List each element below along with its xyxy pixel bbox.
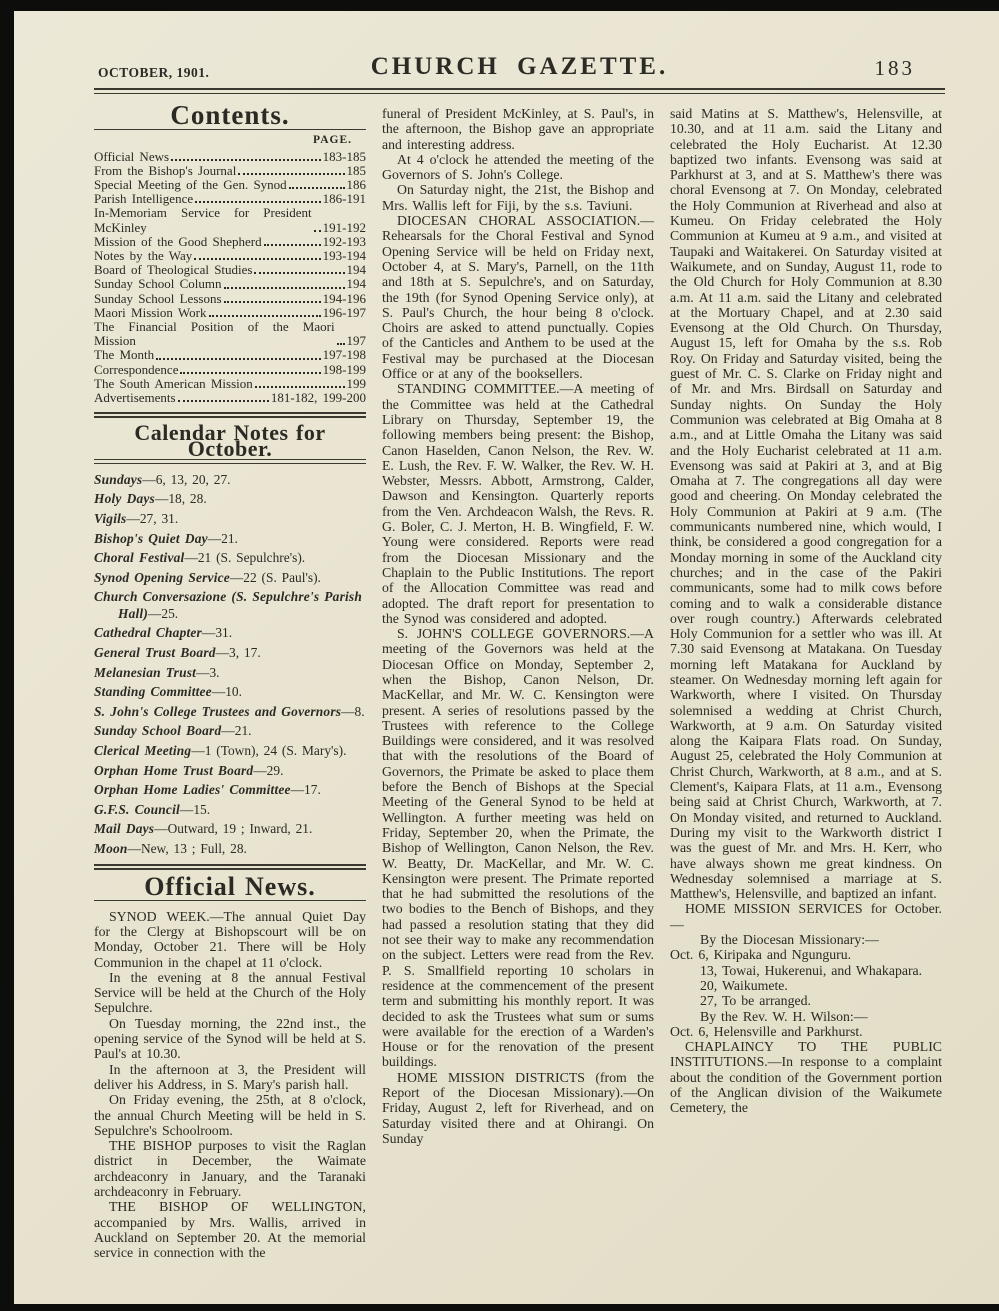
paragraph: By the Diocesan Missionary:— [700, 932, 879, 948]
dot-leader [171, 159, 321, 161]
calendar-entry [94, 743, 366, 759]
contents-entry-title: Notes by the Way [94, 248, 193, 264]
contents-entry [94, 363, 366, 377]
paragraph: At 4 o'clock he attended the meeting of the Governors of S. John's College. [382, 151, 654, 183]
section-divider [94, 864, 366, 870]
calendar-entry-label: Vigils [94, 511, 127, 527]
dot-leader [209, 315, 321, 317]
dot-leader [194, 258, 320, 260]
paragraph: SYNOD WEEK.—The annual Quiet Day for the Clergy at Bishopscourt will be on Monday, October 21. There will be Holy Communion in the chapel at 11 o'clock. [94, 908, 366, 970]
contents-entry-title: Advertisements [94, 390, 176, 406]
header-rule [94, 88, 945, 94]
contents-entry-page: 194-196 [322, 290, 366, 306]
calendar-entry-value: —21. [221, 723, 252, 739]
contents-entry-title: In-Memoriam Service for President McKinley [94, 205, 312, 235]
contents-entry [94, 192, 366, 206]
dot-leader [224, 301, 321, 303]
paragraph: By the Rev. W. H. Wilson:— [700, 1008, 868, 1024]
contents-entry-page: 194 [346, 276, 366, 292]
calendar-entry-value: —21. [207, 530, 238, 546]
calendar-entry [94, 665, 366, 681]
calendar-entry-label: Melanesian Trust [94, 664, 197, 680]
contents-entry [94, 249, 366, 263]
paragraph: THE BISHOP purposes to visit the Raglan district in December, the Waimate archdeaconry in January, and the Taranaki archdeaconry in February. [94, 1138, 366, 1199]
calendar-list [94, 470, 366, 858]
column-left [94, 100, 366, 1261]
contents-entry-page: 193-194 [322, 248, 366, 264]
paragraph: S. JOHN'S COLLEGE GOVERNORS.—A meeting of the Governors was held at the Diocesan Office on Monday, September 2, when the Bishop, Canon Nelson, Dr. MacKellar, and Mr. W. C. Kensington were present. A series of resolutions passed by the Trustees with reference to the College Buildings were considered, and it was resolved that with the resolutions of the Board of Governors, the Primate be asked to place them before the Bench of Bishops at the Special Meeting of the General Synod to be held at Wellington. A further meeting was held on Friday, September 20, when the Primate, the Bishop of Wellington, Canon Nelson, the Rev. W. Beatty, Dr. MacKellar, and Mr. W. C. Kensington were present. The Primate reported that he had submitted the resolutions of the two bodies to the Bench of Bishops, and they had passed a resolution stating that they did not see their way to make any recommendation on the subject. Letters were read from the Rev. P. S. Smallfield reporting 10 scholars in residence at the commencement of the present term and submitting his monthly report. It was decided to ask the Trustees what sum or sums were available for the erection of a Warden's House or for the renovation of the present buildings. [382, 626, 654, 1070]
contents-entry-page: 181-182, 199-200 [270, 390, 366, 406]
contents-entry-title: Board of Theological Studies [94, 262, 253, 278]
calendar-entry-value: —25. [148, 605, 179, 621]
contents-title: Contents. [170, 100, 290, 130]
dot-leader [238, 173, 344, 175]
calendar-entry-value: —22 (S. Paul's). [229, 569, 321, 585]
calendar-entry-value: —18, 28. [154, 491, 207, 507]
calendar-entry-label: S. John's College Trustees and Governors [94, 703, 342, 719]
contents-entry-page: 185 [346, 162, 366, 178]
calendar-entry [94, 841, 366, 857]
calendar-entry [94, 704, 366, 720]
calendar-entry-value: —31. [201, 625, 233, 641]
contents-entry-page: 191-192 [322, 219, 366, 235]
paragraph: said Matins at S. Matthew's, Helensville, at 10.30, and at 11 a.m. said the Litany and celebrated the Holy Eucharist. At 12.30 baptized two infants. Evensong was said at Parkhurst at 3, and at S. Matthew's there was choral Evensong at 7. On Monday, celebrated the Holy Communion at Riverhead and also at Kumeu. On Friday celebrated the Holy Communion at Kumeu at 9 a.m., and visited at Taupaki and Waitakerei. On Saturday visited at Waikumete, and on Sunday, August 11, rode to the Old Church for Holy Communion at 8.30 a.m. At 11 a.m. said the Litany and celebrated at the Mortuary Chapel, and at 2.30 said Evensong at the Old Church. On Thursday, August 15, left for Omaha by the s.s. Rob Roy. On Friday and Saturday visited, being the guest of Mr. C. S. Clarke on Friday night and of Mr. and Mrs. Birdsall on Saturday and Sunday nights. On Sunday the Holy Communion was celebrated at Big Omaha at 8 a.m., and at Little Omaha the Litany was said and the Holy Eucharist celebrated at 11 a.m. Evensong was said at Pakiri at 3, and at Big Omaha at 7. The congregations all day were good and cheering. On Monday celebrated the Holy Communion at Pakiri at 9 a.m. (The communicants numbered nine, which would, I think, be considered a good congregation for a Monday morning in some of the Auckland city churches; and in the case of the Pakiri communicants, some had to milk cows before coming and to walk a considerable distance over rough country.) Afterwards celebrated Holy Communion for a settler who was ill. At 7.30 said Evensong at Matakana. On Tuesday morning left Matakana for Auckland by steamer. On Wednesday morning left again for Warkworth, where I visited. On Thursday solemnised a wedding at Christ Church, Warkworth, at 9 a.m. On Saturday visited along the Kaipara Flats road. On Sunday, August 25, celebrated the Holy Communion at Christ Church, Warkworth, at 8 a.m., and at S. Clement's, Kaipara Flats, at 11 a.m., Evensong being said at Christ Church, Warkworth, at 7. On Monday visited, and returned to Auckland. During my visit to the Warkworth district I was the guest of Mr. and Mrs. H. Kerr, who have always shown me great kindness. On Wednesday solemnised a marriage at S. Matthew's, Helensville, and baptized an infant. [670, 106, 942, 902]
calendar-entry-label: Synod Opening Service [94, 569, 230, 585]
calendar-entry-value: —10. [211, 684, 242, 700]
calendar-entry-label: Church Conversazione (S. Sepulchre's Parish Hall) [94, 589, 362, 621]
paragraph: In the afternoon at 3, the President will deliver his Address, in S. Mary's parish hall. [94, 1061, 366, 1092]
contents-entry-page: 196-197 [322, 304, 366, 320]
dot-leader [337, 343, 345, 345]
dot-leader [224, 287, 345, 289]
calendar-entry-value: —3. [196, 664, 220, 680]
paragraph: funeral of President McKinley, at S. Paul's, in the afternoon, the Bishop gave an appropriate and interesting address. [382, 106, 654, 152]
contents-entry-title: Official News [94, 148, 170, 164]
contents-entry-page: 198-199 [322, 361, 366, 377]
calendar-entry-value: —21 (S. Sepulchre's). [184, 550, 306, 566]
paragraph: DIOCESAN CHORAL ASSOCIATION.—Rehearsals for the Choral Festival and Synod Opening Service will be held on Friday next, October 4, at S. Mary's, Parnell, on the 11th and 18th at S. Sepulchre's, and on Saturday, the 19th (for Synod Opening Service only), at S. Paul's Church, the hour being 8 o'clock. Choirs are asked to attend punctually. Copies of the Canticles and Anthem to be used at the Festival may be purchased at the Diocesan Office or at any of the booksellers. [382, 213, 654, 382]
section-divider [94, 412, 366, 418]
dot-leader [178, 400, 269, 402]
calendar-entry [94, 684, 366, 700]
paragraph: In the evening at 8 the annual Festival Service will be held at the Church of the Holy Sepulchre. [94, 969, 366, 1016]
contents-entry [94, 178, 366, 192]
contents-entry-page: 197-198 [322, 347, 366, 363]
contents-entry [94, 377, 366, 391]
folio-page-number: 183 [874, 56, 915, 80]
calendar-entry-label: G.F.S. Council [94, 801, 180, 817]
contents-entry-page: 197 [346, 333, 366, 349]
official-news-title: Official News. [144, 872, 316, 902]
page-content [14, 11, 999, 1260]
calendar-entry-label: Sundays [94, 471, 143, 487]
calendar-entry-value: —6, 13, 20, 27. [142, 471, 231, 487]
contents-entry-title: The Financial Position of the Maori Mission [94, 319, 335, 349]
dot-leader [156, 358, 321, 360]
calendar-entry-label: Sunday School Board [94, 723, 222, 739]
dot-leader [264, 244, 321, 246]
contents-entry-title: From the Bishop's Journal [94, 162, 237, 178]
dot-leader [180, 372, 320, 374]
contents-list [94, 150, 366, 406]
dot-leader [255, 386, 345, 388]
contents-page-label: PAGE. [313, 134, 352, 147]
calendar-entry [94, 625, 366, 641]
calendar-entry-value: —29. [253, 762, 284, 778]
calendar-entry-label: Mail Days [94, 821, 155, 837]
contents-entry [94, 150, 366, 164]
column-right [670, 106, 942, 1260]
journal-title: CHURCH GAZETTE. [370, 53, 669, 80]
calendar-entry [94, 531, 366, 547]
paragraph: Oct. 6, Kiripaka and Ngunguru. [670, 947, 852, 963]
contents-entry [94, 391, 366, 405]
calendar-entry [94, 821, 366, 837]
calendar-entry-value: —New, 13 ; Full, 28. [127, 840, 247, 856]
calendar-entry [94, 550, 366, 566]
paragraph: On Friday evening, the 25th, at 8 o'clock, the annual Church Meeting will be held in S. Sepulchre's Schoolroom. [94, 1092, 366, 1138]
dot-leader [254, 272, 344, 274]
calendar-entry [94, 511, 366, 527]
calendar-entry-label: Standing Committee [94, 684, 212, 700]
contents-entry [94, 292, 366, 306]
calendar-entry-label: Holy Days [94, 491, 155, 507]
paragraph: 13, Towai, Hukerenui, and Whakapara. [700, 962, 923, 978]
contents-entry-title: Maori Mission Work [94, 304, 207, 320]
dot-leader [195, 201, 321, 203]
calendar-entry-label: Moon [94, 840, 128, 856]
calendar-entry-value: —27, 31. [126, 511, 179, 527]
calendar-entry-value: —15. [179, 801, 211, 817]
calendar-entry [94, 645, 366, 661]
contents-entry-title: Parish Intelligence [94, 191, 194, 207]
paragraph: THE BISHOP OF WELLINGTON, accompanied by Mrs. Wallis, arrived in Auckland on September 20. At the memorial service in connection with the [94, 1199, 366, 1261]
calendar-title: Calendar Notes for October. [134, 420, 326, 461]
contents-entry [94, 306, 366, 320]
calendar-entry-label: Bishop's Quiet Day [94, 530, 208, 546]
paragraph: HOME MISSION DISTRICTS (from the Report of the Diocesan Missionary).—On Friday, August 2, left for Riverhead, and on Saturday visited there and at Ohirangi. On Sunday [382, 1069, 654, 1146]
contents-entry-title: Sunday School Column [94, 276, 222, 292]
contents-entry-page: 192-193 [322, 233, 366, 249]
dot-leader [314, 230, 321, 232]
calendar-entry [94, 491, 366, 507]
calendar-entry-value: —17. [290, 782, 321, 798]
contents-entry-title: Special Meeting of the Gen. Synod [94, 177, 287, 192]
calendar-entry-value: —Outward, 19 ; Inward, 21. [154, 821, 313, 837]
calendar-entry-label: Choral Festival [94, 550, 185, 566]
contents-entry [94, 164, 366, 178]
contents-entry-title: Sunday School Lessons [94, 290, 222, 306]
calendar-entry-value: —3, 17. [215, 645, 261, 660]
contents-entry [94, 348, 366, 362]
paragraph: HOME MISSION SERVICES for October.— [670, 901, 942, 932]
contents-entry-title: Mission of the Good Shepherd [94, 233, 262, 249]
contents-entry-title: The Month [94, 347, 155, 363]
calendar-entry-value: —1 (Town), 24 (S. Mary's). [191, 742, 347, 758]
contents-entry-page: 186-191 [322, 191, 366, 207]
contents-entry-title: Correspondence [94, 361, 179, 377]
contents-entry-page: 183-185 [322, 148, 366, 164]
official-news-body [94, 909, 366, 1261]
contents-entry [94, 320, 366, 348]
calendar-entry [94, 802, 366, 818]
columns [94, 100, 945, 1261]
issue-date: OCTOBER, 1901. [98, 65, 210, 80]
contents-entry-page: 194 [346, 262, 366, 278]
paragraph: STANDING COMMITTEE.—A meeting of the Committee was held at the Cathedral Library on Thursday, September 19, the following members being present: the Bishop, Canon Haselden, Canon Nelson, the Rev. W. E. Lush, the Rev. F. W. Walker, the Rev. W. H. Webster, Messrs. Abbott, Armstrong, Calder, Dawson and Kensington. Quarterly reports from the Ven. Archdeacon Walsh, the Revs. R. G. Boler, C. J. Merton, H. B. Wingfield, F. W. Young were considered. Reports were read from the Diocesan Missionary and the Chaplain to the Public Institutions. The report of the Allocation Committee was read and adopted. The draft report for presentation to the Synod was considered and adopted. [382, 381, 654, 626]
contents-entry-title: The South American Mission [94, 375, 253, 391]
calendar-entry [94, 723, 366, 739]
calendar-entry [94, 589, 366, 622]
page-header [94, 53, 945, 81]
contents-entry-page: 199 [346, 375, 366, 391]
calendar-entry-label: Clerical Meeting [94, 742, 192, 758]
calendar-entry [94, 570, 366, 586]
paragraph: Oct. 6, Helensville and Parkhurst. [670, 1023, 863, 1039]
calendar-entry [94, 782, 366, 798]
calendar-entry-label: General Trust Board [94, 645, 216, 660]
calendar-entry [94, 763, 366, 779]
contents-entry [94, 263, 366, 277]
calendar-entry-value: —8. [341, 703, 365, 719]
calendar-entry [94, 472, 366, 488]
contents-entry [94, 277, 366, 291]
paragraph: 20, Waikumete. [700, 977, 788, 993]
contents-entry [94, 235, 366, 249]
calendar-entry-label: Orphan Home Trust Board [94, 762, 254, 778]
calendar-entry-label: Cathedral Chapter [94, 625, 202, 641]
contents-entry [94, 206, 366, 234]
paragraph: On Tuesday morning, the 22nd inst., the opening service of the Synod will be held at S. Paul's at 10.30. [94, 1015, 366, 1062]
paragraph: On Saturday night, the 21st, the Bishop and Mrs. Wallis left for Fiji, by the s.s. Taviuni. [382, 182, 654, 213]
scanned-page [14, 11, 999, 1304]
column-middle [382, 106, 654, 1260]
paragraph: CHAPLAINCY TO THE PUBLIC INSTITUTIONS.—In response to a complaint about the condition of the Government portion of the Anglican division of the Waikumete Cemetery, the [670, 1039, 942, 1116]
calendar-entry-label: Orphan Home Ladies' Committee [94, 782, 291, 798]
dot-leader [289, 187, 345, 189]
paragraph: 27, To be arranged. [700, 993, 811, 1009]
contents-entry-page: 186 [346, 177, 366, 192]
